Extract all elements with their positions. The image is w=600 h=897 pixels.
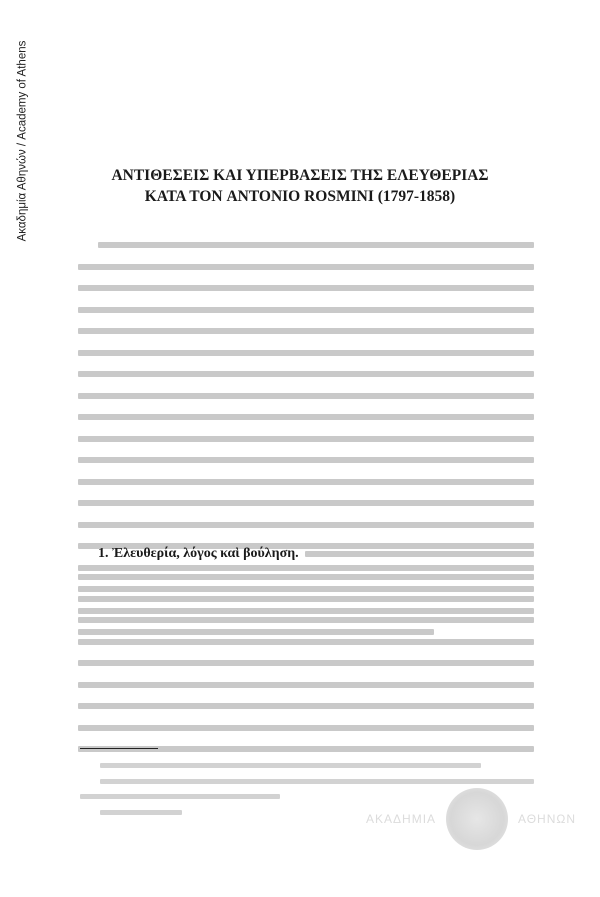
text-line bbox=[305, 551, 534, 557]
text-line bbox=[78, 596, 534, 602]
text-line bbox=[78, 574, 534, 580]
title-line-2: ΚΑΤΑ ΤΟΝ ANTONIO ROSMINI (1797-1858) bbox=[144, 188, 456, 205]
paragraph-2 bbox=[78, 546, 534, 768]
text-line bbox=[78, 479, 534, 485]
text-line bbox=[78, 522, 534, 528]
footnote-line bbox=[80, 794, 280, 799]
text-line bbox=[98, 242, 534, 248]
section-heading: 1. Ἐλευθερία, λόγος καὶ βούληση. bbox=[98, 546, 299, 561]
sidebar-text: Ακαδημία Αθηνών / Academy of Athens bbox=[16, 40, 29, 242]
footnote-rule bbox=[80, 748, 158, 749]
text-line bbox=[78, 371, 534, 377]
academy-emblem-icon bbox=[446, 788, 508, 850]
text-line bbox=[78, 703, 534, 709]
text-line bbox=[78, 307, 534, 313]
footnote-line bbox=[100, 779, 534, 784]
watermark-left-text: ΑΚΑΔΗΜΙΑ bbox=[366, 812, 437, 826]
text-line bbox=[78, 414, 534, 420]
footnote-line bbox=[100, 763, 481, 768]
text-line bbox=[78, 457, 534, 463]
footnote-line bbox=[100, 810, 182, 815]
watermark-right-text: ΑΘΗΝΩΝ bbox=[517, 812, 576, 826]
text-line bbox=[78, 617, 534, 623]
text-line bbox=[78, 264, 534, 270]
title-line-1: ΑΝΤΙΘΕΣΕΙΣ ΚΑΙ ΥΠΕΡΒΑΣΕΙΣ ΤΗΣ ΕΛΕΥΘΕΡΙΑΣ bbox=[111, 167, 489, 184]
text-line bbox=[78, 639, 534, 645]
sidebar-watermark bbox=[13, 40, 31, 240]
text-line bbox=[78, 350, 534, 356]
page-title bbox=[0, 165, 600, 207]
text-line bbox=[78, 500, 534, 506]
text-line bbox=[78, 393, 534, 399]
text-line bbox=[78, 328, 534, 334]
academy-watermark bbox=[366, 784, 576, 854]
text-line bbox=[78, 725, 534, 731]
text-line bbox=[78, 660, 534, 666]
text-line bbox=[78, 436, 534, 442]
text-line bbox=[78, 285, 534, 291]
text-line bbox=[78, 682, 534, 688]
text-line bbox=[78, 746, 534, 752]
